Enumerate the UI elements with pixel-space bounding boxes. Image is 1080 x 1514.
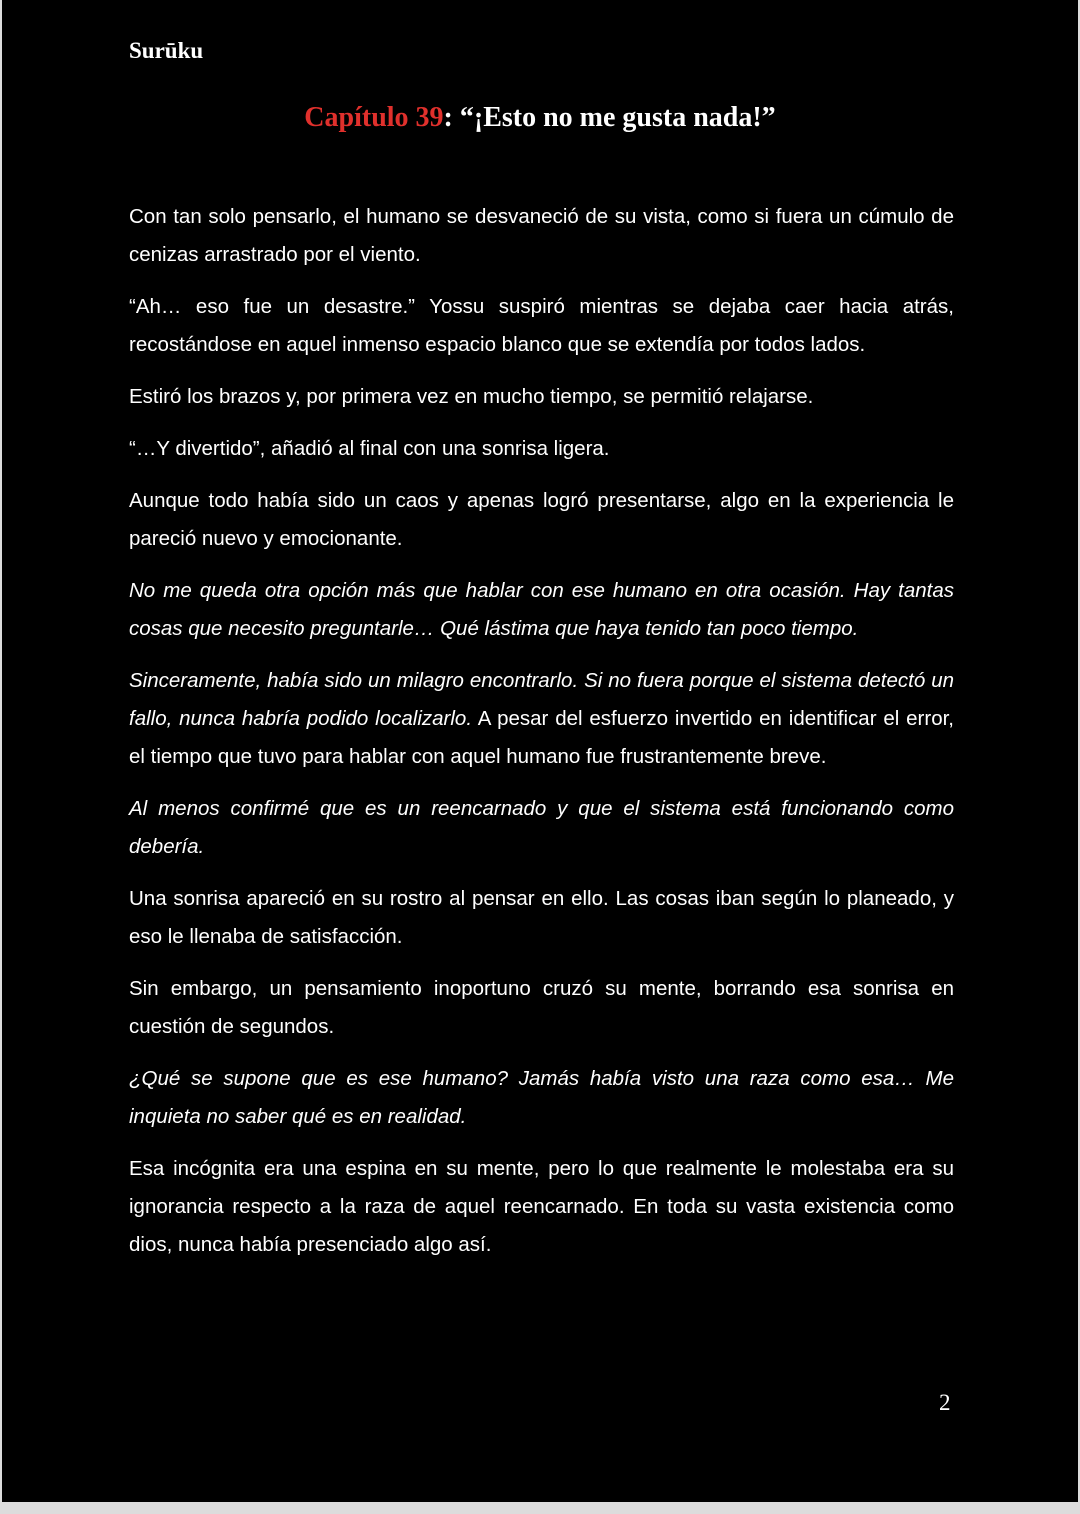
chapter-title-separator: : bbox=[443, 102, 460, 133]
paragraph: “Ah… eso fue un desastre.” Yossu suspiró mientras se dejaba caer hacia atrás, recostándose en aquel inmenso espacio blanco que se extendía por todos lados. bbox=[129, 295, 954, 356]
italic-thought-text: ¿Qué se supone que es ese humano? Jamás había visto una raza como esa… Me inquieta no saber qué es en realidad. bbox=[129, 1067, 954, 1128]
paragraph: Con tan solo pensarlo, el humano se desvaneció de su vista, como si fuera un cúmulo de cenizas arrastrado por el viento. bbox=[129, 205, 954, 266]
paragraph-mixed bbox=[129, 662, 954, 776]
chapter-number-label: Capítulo 39 bbox=[304, 102, 444, 133]
paragraph-thought bbox=[129, 572, 954, 648]
paragraph: Aunque todo había sido un caos y apenas logró presentarse, algo en la experiencia le pareció nuevo y emocionante. bbox=[129, 489, 954, 550]
chapter-title bbox=[2, 102, 1078, 134]
narration-text: A pesar del esfuerzo invertido en identificar el error, el tiempo que tuvo para hablar con aquel humano fue frustrantemente breve. bbox=[129, 707, 954, 768]
italic-thought-text: Sinceramente, había sido un milagro encontrarlo. Si no fuera porque el sistema detectó un fallo, nunca habría podido localizarlo. bbox=[129, 669, 954, 730]
document-page bbox=[2, 0, 1078, 1502]
page-number: 2 bbox=[939, 1390, 951, 1415]
italic-thought-text: Al menos confirmé que es un reencarnado y que el sistema está funcionando como debería. bbox=[129, 797, 954, 858]
paragraph-thought bbox=[129, 790, 954, 866]
paragraph: “…Y divertido”, añadió al final con una sonrisa ligera. bbox=[129, 437, 610, 460]
paragraph: Sin embargo, un pensamiento inoportuno cruzó su mente, borrando esa sonrisa en cuestión de segundos. bbox=[129, 977, 954, 1038]
author-header: Surūku bbox=[129, 38, 204, 63]
paragraph-thought bbox=[129, 1060, 954, 1136]
paragraph: Una sonrisa apareció en su rostro al pensar en ello. Las cosas iban según lo planeado, y eso le llenaba de satisfacción. bbox=[129, 887, 954, 948]
chapter-title-text: “¡Esto no me gusta nada!” bbox=[459, 102, 776, 133]
italic-thought-text: No me queda otra opción más que hablar con ese humano en otra ocasión. Hay tantas cosas que necesito preguntarle… Qué lástima que haya tenido tan poco tiempo. bbox=[129, 579, 954, 640]
chapter-body bbox=[129, 198, 954, 1278]
paragraph: Estiró los brazos y, por primera vez en mucho tiempo, se permitió relajarse. bbox=[129, 385, 814, 408]
paragraph: Esa incógnita era una espina en su mente, pero lo que realmente le molestaba era su ignorancia respecto a la raza de aquel reencarnado. En toda su vasta existencia como dios, nunca había presenciado algo así. bbox=[129, 1157, 954, 1256]
